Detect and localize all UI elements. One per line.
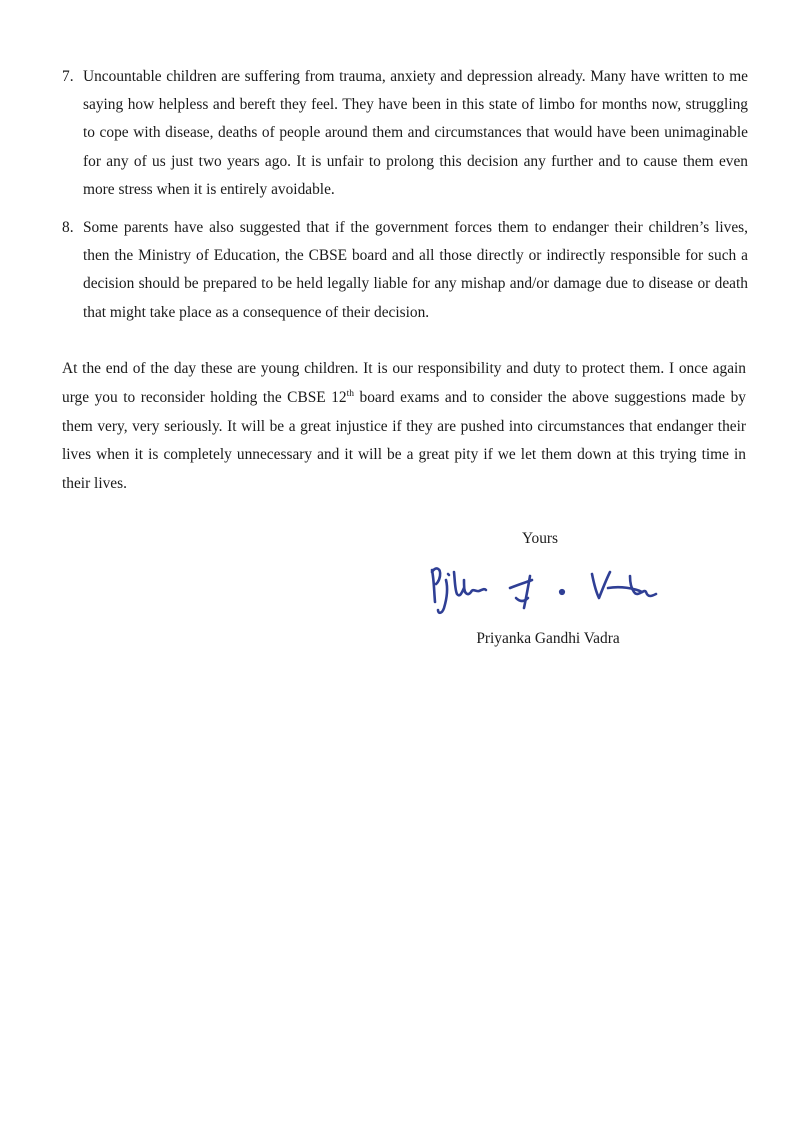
list-item-text: Some parents have also suggested that if the government forces them to endanger their children’s lives, then the Ministry of Education, the CBSE board and all those directly or indirectly responsible for such a decision should be prepared to be held legally liable for any mishap and/or damage due to disease or death that might take place as a consequence of their decision. (83, 219, 748, 321)
numbered-points-list (62, 63, 748, 337)
list-item-7 (62, 63, 748, 204)
list-item-text: Uncountable children are suffering from trauma, anxiety and depression already. Many have written to me saying how helpless and bereft they feel. They have been in this state of limbo for months now, struggling to cope with disease, deaths of people around them and circumstances that would have been unimaginable for any of us just two years ago. It is unfair to prolong this decision any further and to cause them even more stress when it is entirely avoidable. (83, 68, 748, 198)
closing-superscript: th (346, 388, 354, 399)
list-item-number: 7. (62, 68, 74, 85)
sign-off: Yours (521, 530, 559, 547)
handwritten-signature (424, 558, 668, 618)
list-item-number: 8. (62, 219, 74, 237)
closing-text-part1: At the end of the day these are young children. It is our responsibility and duty to protect them. I once again urge you to reconsider holding the CBSE 12 (62, 360, 746, 406)
closing-paragraph (62, 355, 746, 499)
list-item-8 (62, 214, 748, 327)
signer-name: Priyanka Gandhi Vadra (476, 630, 620, 647)
closing-text-part2: board exams and to consider the above suggestions made by them very, very seriously. It will be a great injustice if they are pushed into circumstances that endanger their lives when it is completely unnecessary and it will be a great pity if we let them down at this trying time in their lives. (62, 388, 746, 493)
